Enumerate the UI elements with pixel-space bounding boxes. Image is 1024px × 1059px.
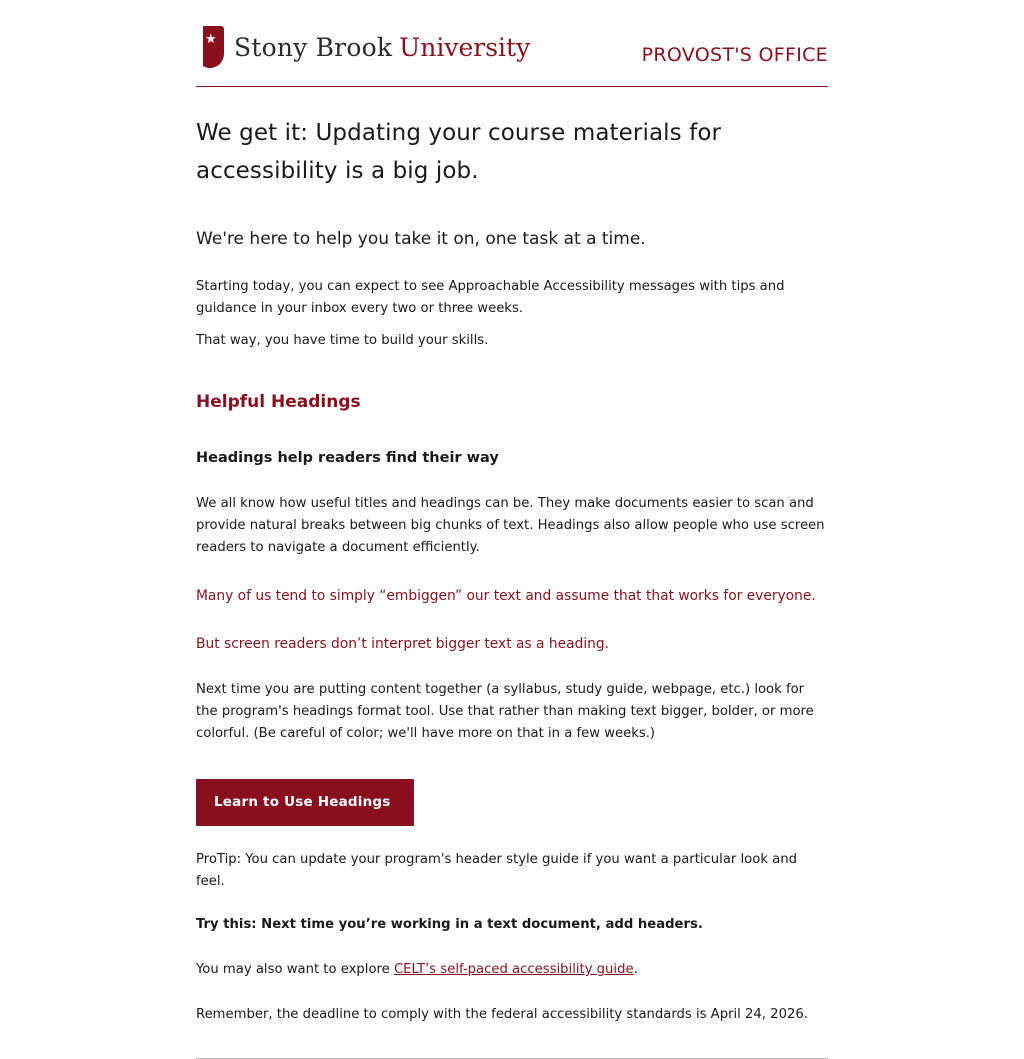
body-paragraph-2: Next time you are putting content together (a syllabus, study guide, webpage, etc.) look for the program's headings format tool. Use that rather than making text bigger, bolder, or more colorful. (Be careful of color; we'll have more on that in a few weeks.)	[196, 682, 814, 741]
stony-brook-logo[interactable]	[196, 26, 530, 68]
deadline-text: Remember, the deadline to comply with the federal accessibility standards is April 24, 2026.	[196, 1007, 808, 1022]
logo-wordmark	[234, 33, 530, 62]
logo-stony-brook-text: Stony Brook	[234, 32, 393, 62]
intro-paragraph-2: That way, you have time to build your skills.	[196, 333, 489, 348]
content-column	[196, 0, 828, 1059]
highlight-paragraph-1: Many of us tend to simply “embiggen” our text and assume that that works for everyone.	[196, 588, 816, 604]
highlight-paragraph-2: But screen readers don’t interpret bigger text as a heading.	[196, 636, 610, 652]
section-heading-helpful-headings: Helpful Headings	[196, 392, 361, 412]
logo-university-text: University	[399, 32, 531, 62]
subsection-heading: Headings help readers find their way	[196, 450, 499, 466]
intro-paragraph: Starting today, you can expect to see Approachable Accessibility messages with tips and guidance in your inbox every two or three weeks.	[196, 279, 785, 316]
explore-line	[196, 959, 828, 981]
protip-text: ProTip: You can update your program's header style guide if you want a particular look and feel.	[196, 852, 797, 889]
explore-suffix: .	[633, 962, 638, 977]
explore-prefix: You may also want to explore	[196, 962, 394, 977]
page-title: We get it: Updating your course materials for accessibility is a big job.	[196, 120, 722, 184]
star-icon: ★	[205, 32, 217, 47]
try-this-text: Try this: Next time you’re working in a text document, add headers.	[196, 917, 703, 932]
shield-icon	[196, 26, 224, 68]
page-header	[196, 0, 828, 87]
accessibility-guide-link[interactable]: CELT’s self-paced accessibility guide	[393, 962, 634, 977]
provost-office-label: PROVOST'S OFFICE	[641, 44, 828, 66]
body-paragraph-1: We all know how useful titles and headings can be. They make documents easier to scan and provide natural breaks between big chunks of text. Headings also allow people who use screen readers to navigate a document efficiently.	[196, 496, 825, 555]
page-subtitle: We're here to help you take it on, one task at a time.	[196, 229, 646, 249]
learn-to-use-headings-button[interactable]: Learn to Use Headings	[196, 779, 414, 826]
